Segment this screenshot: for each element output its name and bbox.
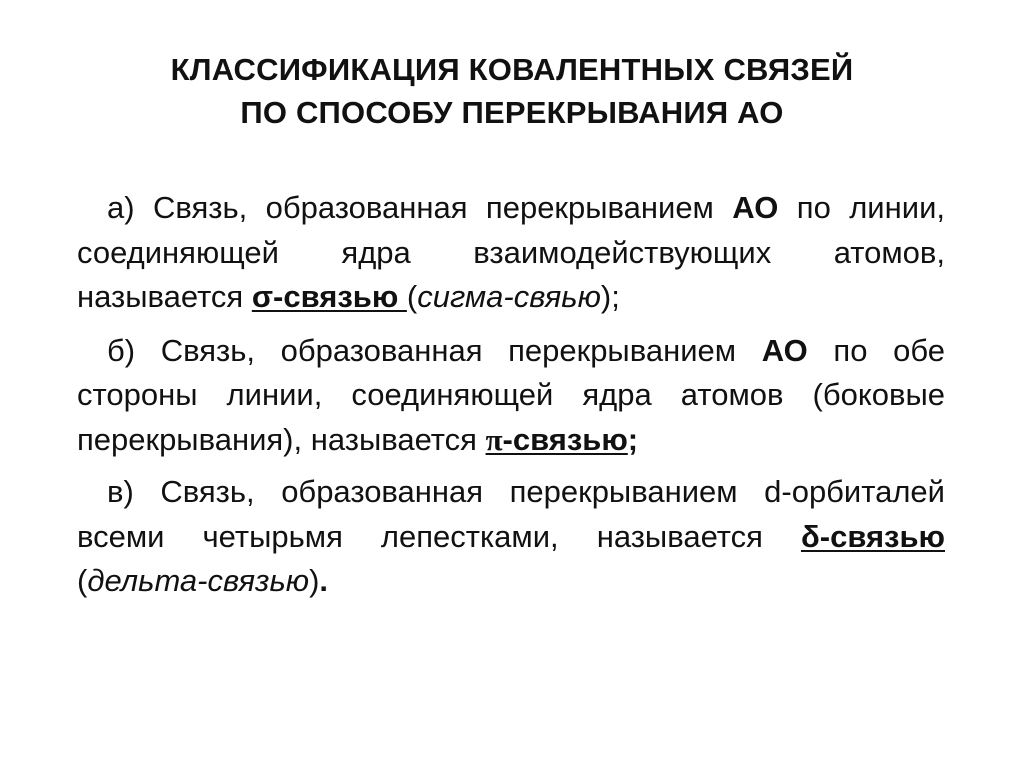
paragraph-c-period: .	[319, 563, 329, 598]
paragraph-delta-bond	[77, 470, 945, 604]
ao-term: АО	[732, 190, 779, 225]
pi-bond-term	[486, 422, 628, 457]
paragraph-sigma-bond	[77, 186, 945, 320]
slide-title	[0, 48, 1024, 134]
pi-bond-suffix: -связью	[502, 421, 628, 457]
paragraph-pi-bond	[77, 329, 945, 463]
paragraph-a-middle: по линии, соединяющей ядра взаимодействующих атомов, называется	[77, 190, 945, 314]
sigma-bond-name: сигма-свяью	[417, 279, 601, 314]
ao-term: АО	[761, 332, 808, 368]
paragraph-a-open-paren: (	[406, 279, 418, 314]
paragraph-a-close: );	[600, 279, 620, 314]
delta-bond-term: δ-связью	[800, 518, 945, 554]
paragraph-b-prefix: б) Связь, образованная перекрыванием	[107, 332, 762, 368]
title-line-1: КЛАССИФИКАЦИЯ КОВАЛЕНТНЫХ СВЯЗЕЙ	[170, 52, 854, 87]
slide-body	[77, 186, 945, 612]
paragraph-b-middle: по обе стороны линии, соединяющей ядра атомов (боковые перекрывания), называется	[77, 332, 945, 457]
title-line-2: ПО СПОСОБУ ПЕРЕКРЫВАНИЯ АО	[240, 95, 784, 130]
paragraph-a-prefix: а) Связь, образованная перекрыванием	[107, 190, 733, 225]
paragraph-c-prefix: в) Связь, образованная перекрыванием d-орбиталей всеми четырьмя лепестками, называется	[77, 474, 945, 554]
delta-bond-name: дельта-связью	[87, 563, 310, 598]
paragraph-b-close: ;	[627, 421, 639, 457]
sigma-bond-term: σ-связью	[251, 279, 407, 314]
pi-symbol: π	[485, 421, 503, 457]
paragraph-c-close-paren: )	[309, 563, 320, 598]
paragraph-c-open-paren: (	[77, 563, 88, 598]
